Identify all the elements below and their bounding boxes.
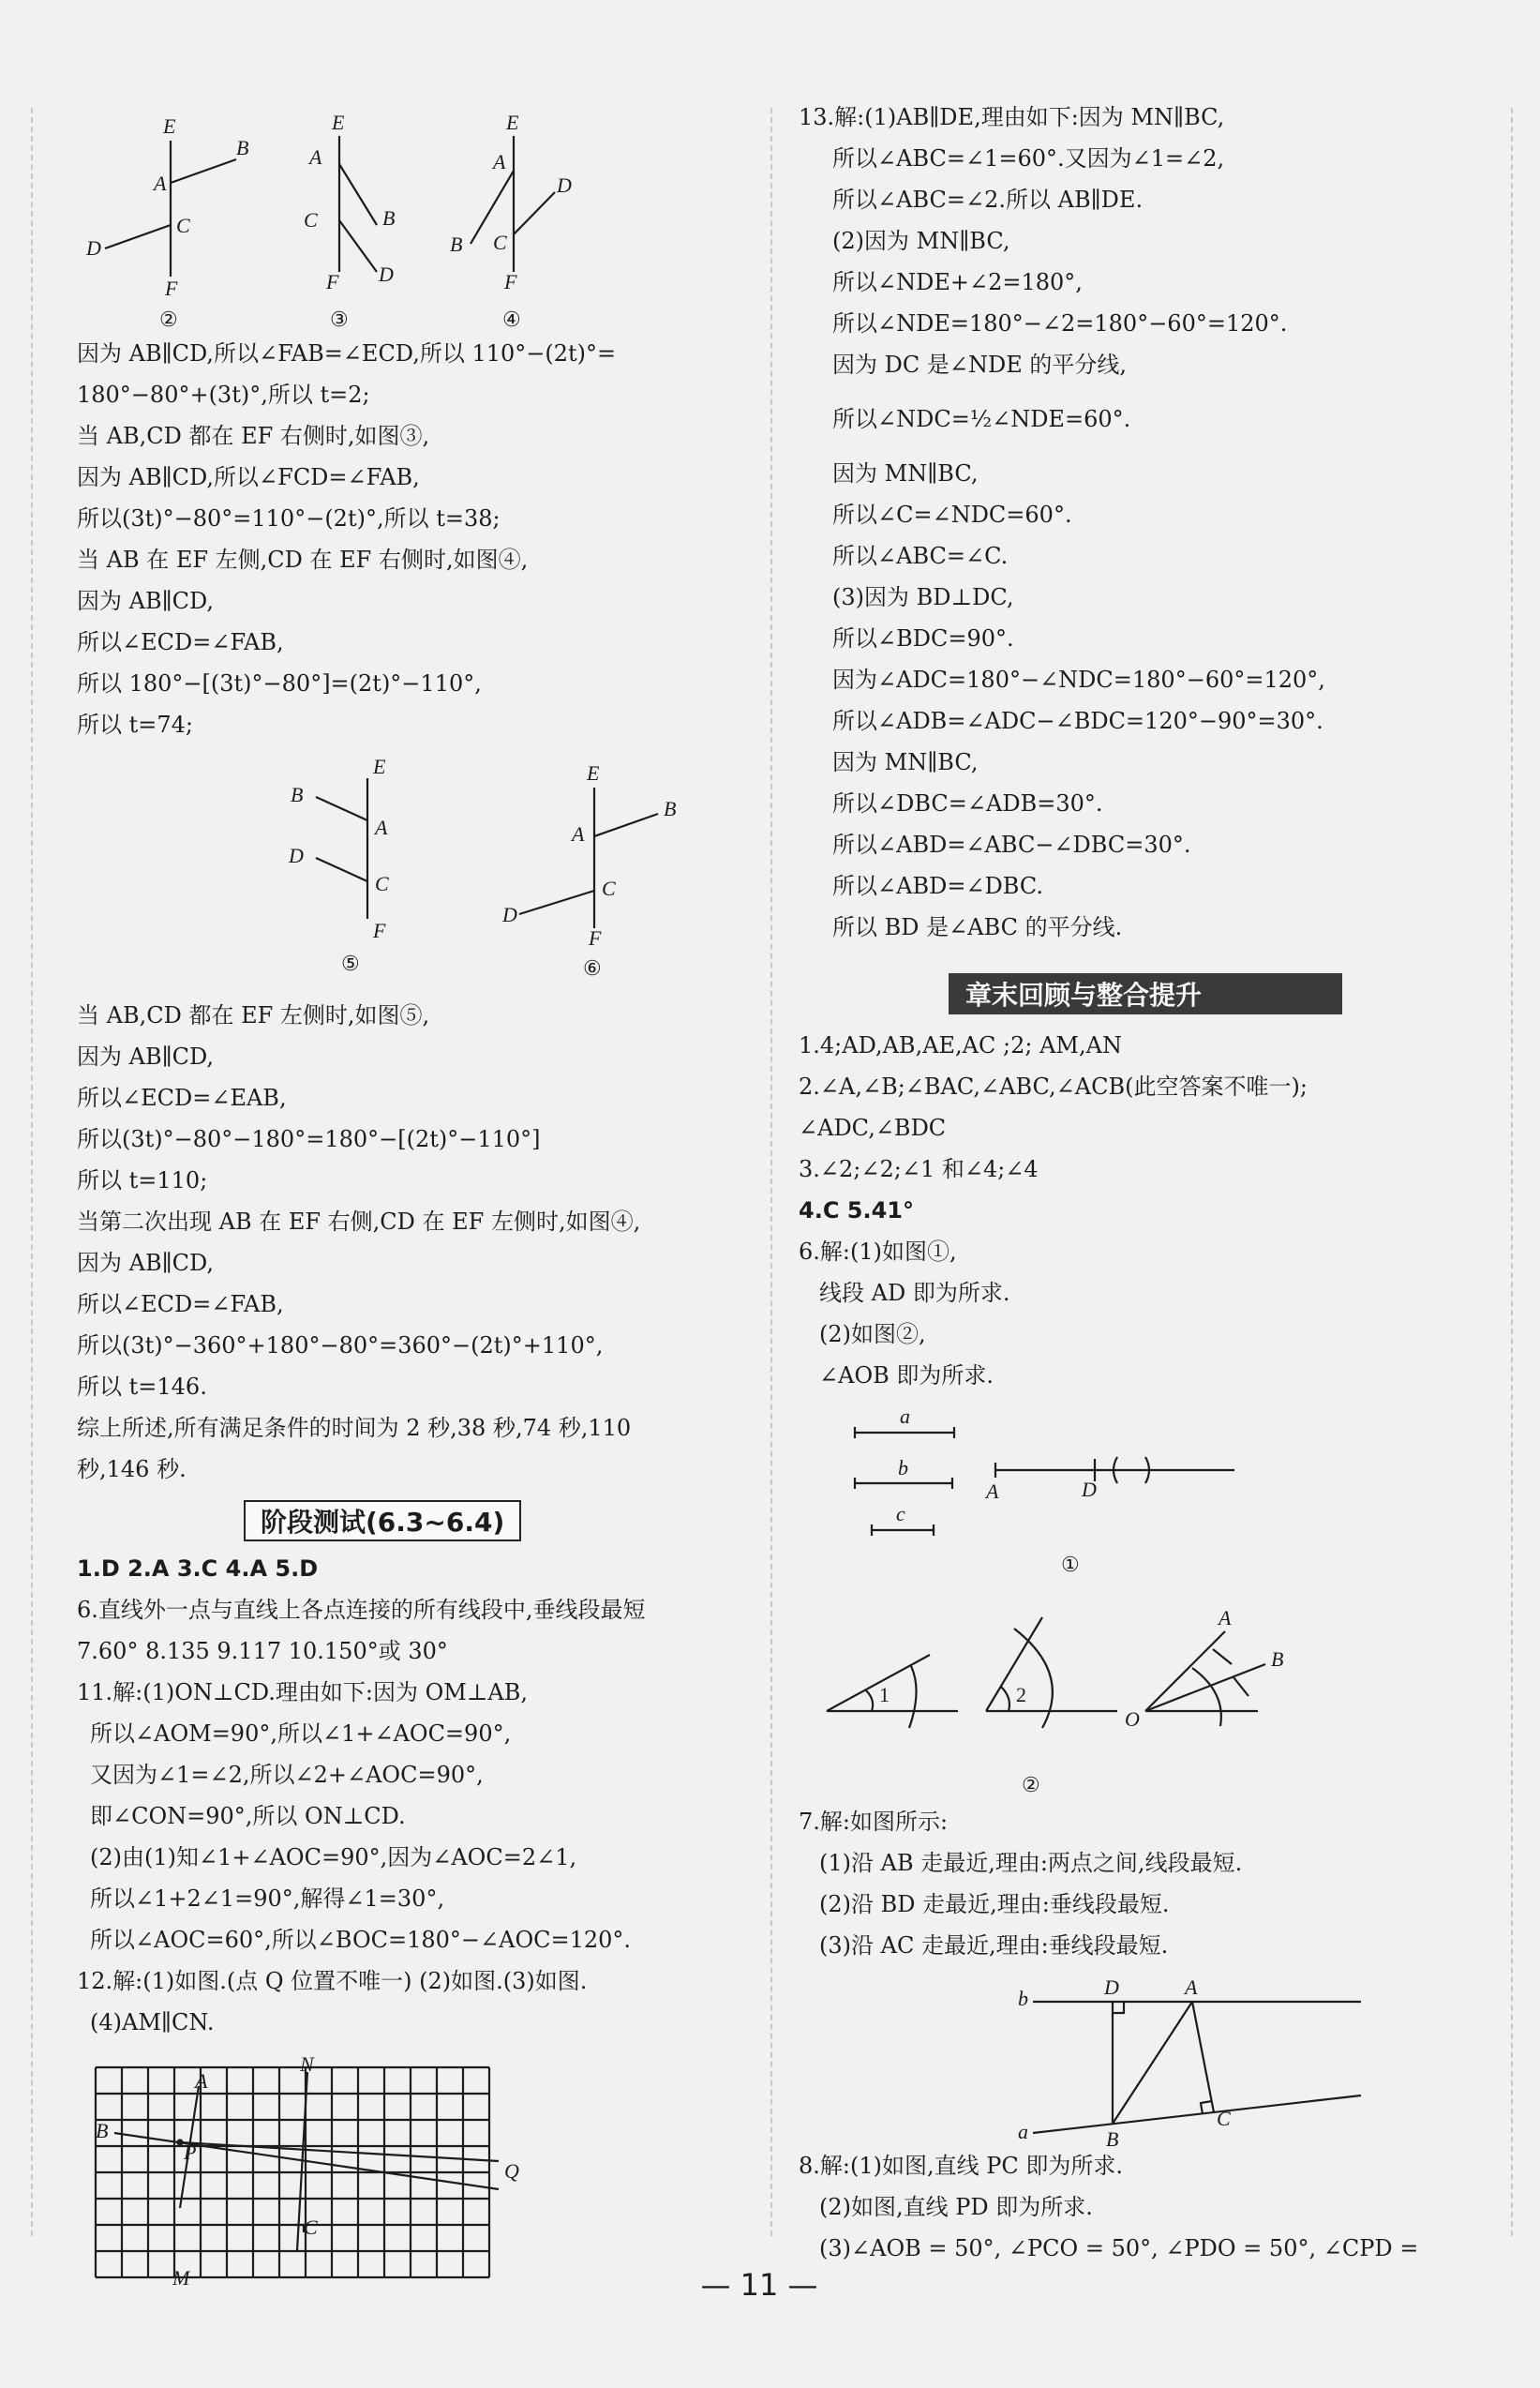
- svg-text:E: E: [506, 111, 519, 134]
- text-line: 180°−80°+(3t)°,所以 t=2;: [77, 382, 370, 408]
- column-divider: [770, 108, 774, 2236]
- svg-text:A: A: [1185, 1975, 1198, 1999]
- text-line: 8.解:(1)如图,直线 PC 即为所求.: [799, 2153, 1124, 2179]
- fig-label-5: ⑤: [341, 952, 360, 975]
- svg-text:B: B: [291, 783, 304, 806]
- answer-line: 11.解:(1)ON⊥CD.理由如下:因为 OM⊥AB,: [77, 1679, 529, 1705]
- svg-text:a: a: [900, 1404, 910, 1428]
- text-line: 所以∠NDC=½∠NDE=60°.: [832, 406, 1131, 432]
- figure-2-angles: [808, 1580, 1333, 1805]
- text-line: 所以 t=110;: [77, 1167, 208, 1194]
- text-line: (3)因为 BD⊥DC,: [832, 584, 1014, 610]
- section-title-stage-test: 阶段测试(6.3~6.4): [244, 1500, 521, 1541]
- text-line: 因为 AB∥CD,: [77, 1044, 215, 1070]
- text-line: 所以∠ABD=∠DBC.: [832, 873, 1043, 899]
- svg-text:C: C: [602, 877, 616, 900]
- text-line: ∠ADC,∠BDC: [799, 1115, 947, 1141]
- text-line: 所以∠ECD=∠FAB,: [77, 629, 284, 655]
- svg-text:E: E: [373, 755, 386, 778]
- answer-line: 7.60° 8.135 9.117 10.150°或 30°: [77, 1638, 448, 1664]
- text-line: 所以 BD 是∠ABC 的平分线.: [832, 914, 1123, 940]
- text-line: 7.解:如图所示:: [799, 1809, 949, 1835]
- svg-text:D: D: [86, 236, 101, 260]
- section-title-chapter-review: 章末回顾与整合提升: [949, 973, 1342, 1014]
- text-line: 所以∠C=∠NDC=60°.: [832, 502, 1072, 528]
- svg-text:F: F: [326, 270, 339, 293]
- text-line: 线段 AD 即为所求.: [819, 1280, 1010, 1306]
- text-line: 因为 MN∥BC,: [832, 749, 979, 775]
- text-line: 4.C 5.41°: [799, 1197, 914, 1224]
- text-line: 所以 180°−[(3t)°−80°]=(2t)°−110°,: [77, 670, 482, 697]
- svg-text:A: A: [1219, 1606, 1232, 1630]
- svg-text:F: F: [373, 919, 386, 942]
- text-line: 当 AB,CD 都在 EF 右侧时,如图③,: [77, 423, 430, 449]
- answer-line: (4)AM∥CN.: [90, 2009, 215, 2035]
- text-line: 秒,146 秒.: [77, 1456, 187, 1482]
- text-line: (3)沿 AC 走最近,理由:垂线段最短.: [819, 1932, 1169, 1959]
- text-line: 1.4;AD,AB,AE,AC ;2; AM,AN: [799, 1032, 1122, 1059]
- text-line: 所以∠DBC=∠ADB=30°.: [832, 790, 1103, 817]
- svg-text:E: E: [587, 761, 600, 785]
- svg-text:D: D: [1082, 1478, 1097, 1501]
- svg-text:B: B: [664, 797, 677, 820]
- text-line: 因为 DC 是∠NDE 的平分线,: [832, 352, 1127, 378]
- text-line: 所以∠ADB=∠ADC−∠BDC=120°−90°=30°.: [832, 708, 1323, 734]
- svg-text:E: E: [332, 111, 345, 134]
- figure-q7-roads: [1005, 1964, 1380, 2151]
- svg-text:B: B: [96, 2119, 109, 2142]
- svg-text:A: A: [572, 822, 585, 846]
- answer-line: 所以∠AOC=60°,所以∠BOC=180°−∠AOC=120°.: [90, 1927, 632, 1953]
- text-line: 因为 MN∥BC,: [832, 460, 979, 487]
- text-line: ∠AOB 即为所求.: [819, 1362, 994, 1389]
- text-line: 当 AB,CD 都在 EF 左侧时,如图⑤,: [77, 1002, 430, 1029]
- fig-label-4: ④: [502, 308, 521, 331]
- text-line: 所以 t=74;: [77, 712, 194, 738]
- svg-text:a: a: [1018, 2120, 1028, 2143]
- fig-label-3: ③: [330, 308, 349, 331]
- svg-text:D: D: [289, 844, 304, 867]
- svg-text:A: A: [986, 1479, 999, 1503]
- text-line: 所以∠ABC=∠1=60°.又因为∠1=∠2,: [832, 145, 1225, 172]
- text-line: 所以∠ABD=∠ABC−∠DBC=30°.: [832, 832, 1191, 858]
- svg-text:2: 2: [1016, 1683, 1026, 1706]
- text-line: 所以(3t)°−80°−180°=180°−[(2t)°−110°]: [77, 1126, 541, 1152]
- figure-1-segments: [836, 1404, 1305, 1592]
- answer-line: 12.解:(1)如图.(点 Q 位置不唯一) (2)如图.(3)如图.: [77, 1968, 588, 1994]
- answer-line: (2)由(1)知∠1+∠AOC=90°,因为∠AOC=2∠1,: [90, 1844, 577, 1870]
- svg-text:A: A: [375, 816, 388, 839]
- svg-text:B: B: [1271, 1647, 1284, 1671]
- svg-text:F: F: [165, 277, 178, 300]
- svg-text:D: D: [379, 263, 394, 286]
- text-line: 因为∠ADC=180°−∠NDC=180°−60°=120°,: [832, 667, 1325, 693]
- svg-text:C: C: [1217, 2107, 1231, 2130]
- svg-text:M: M: [172, 2266, 190, 2290]
- svg-text:B: B: [236, 136, 249, 159]
- svg-text:C: C: [304, 208, 318, 232]
- left-binding-margin: [31, 108, 35, 2236]
- svg-text:F: F: [589, 926, 602, 950]
- svg-text:D: D: [1104, 1975, 1119, 1999]
- svg-text:c: c: [896, 1502, 905, 1525]
- text-line: 2.∠A,∠B;∠BAC,∠ABC,∠ACB(此空答案不唯一);: [799, 1074, 1308, 1100]
- svg-text:P: P: [184, 2140, 197, 2164]
- text-line: 13.解:(1)AB∥DE,理由如下:因为 MN∥BC,: [799, 104, 1225, 130]
- answer-line: 所以∠AOM=90°,所以∠1+∠AOC=90°,: [90, 1720, 512, 1747]
- grid-figure-q12: [86, 2052, 536, 2292]
- svg-text:O: O: [1125, 1707, 1140, 1731]
- text-line: (2)因为 MN∥BC,: [832, 228, 1010, 254]
- text-line: 所以 t=146.: [77, 1374, 207, 1400]
- text-line: 所以∠ABC=∠2.所以 AB∥DE.: [832, 187, 1144, 213]
- text-line: 所以(3t)°−80°=110°−(2t)°,所以 t=38;: [77, 505, 501, 532]
- answer-line: 即∠CON=90°,所以 ON⊥CD.: [90, 1803, 406, 1829]
- text-line: 所以∠BDC=90°.: [832, 625, 1014, 652]
- answer-line: 所以∠1+2∠1=90°,解得∠1=30°,: [90, 1885, 445, 1912]
- answer-line: 6.直线外一点与直线上各点连接的所有线段中,垂线段最短: [77, 1597, 646, 1623]
- svg-text:D: D: [502, 903, 517, 926]
- svg-text:F: F: [504, 270, 517, 293]
- right-binding-margin: [1511, 108, 1515, 2236]
- fig-label-1: ①: [1061, 1553, 1080, 1576]
- text-line: 所以∠NDE+∠2=180°,: [832, 269, 1083, 295]
- figures-2-3-4: [77, 103, 602, 338]
- text-line: (2)如图②,: [819, 1321, 926, 1347]
- fig-label-2-right: ②: [1022, 1773, 1040, 1796]
- text-line: 所以∠ECD=∠EAB,: [77, 1085, 287, 1111]
- svg-text:A: A: [195, 2069, 208, 2093]
- text-line: 因为 AB∥CD,: [77, 588, 215, 614]
- svg-text:N: N: [300, 2052, 314, 2076]
- text-line: 因为 AB∥CD,所以∠FCD=∠FAB,: [77, 464, 420, 490]
- answer-line: 又因为∠1=∠2,所以∠2+∠AOC=90°,: [90, 1762, 484, 1788]
- svg-text:Q: Q: [504, 2159, 519, 2183]
- text-line: (1)沿 AB 走最近,理由:两点之间,线段最短.: [819, 1850, 1243, 1876]
- svg-text:C: C: [493, 231, 507, 254]
- text-line: 所以(3t)°−360°+180°−80°=360°−(2t)°+110°,: [77, 1332, 604, 1359]
- svg-text:A: A: [154, 172, 167, 195]
- text-line: (3)∠AOB = 50°, ∠PCO = 50°, ∠PDO = 50°, ∠CPD =: [819, 2235, 1419, 2261]
- svg-text:b: b: [1018, 1987, 1028, 2010]
- text-line: 所以∠ECD=∠FAB,: [77, 1291, 284, 1317]
- page-number-value: 11: [740, 2267, 779, 2303]
- svg-text:B: B: [450, 233, 463, 256]
- svg-text:C: C: [375, 872, 389, 895]
- text-line: 6.解:(1)如图①,: [799, 1239, 957, 1265]
- svg-text:B: B: [1106, 2127, 1119, 2151]
- fig-label-2: ②: [159, 308, 178, 331]
- svg-text:A: A: [309, 145, 322, 169]
- svg-text:B: B: [382, 206, 396, 230]
- figures-5-6: [189, 750, 677, 980]
- page-number: — 11 —: [700, 2267, 818, 2303]
- svg-text:1: 1: [879, 1683, 890, 1706]
- svg-text:C: C: [304, 2215, 318, 2239]
- svg-text:E: E: [163, 114, 176, 138]
- text-line: 综上所述,所有满足条件的时间为 2 秒,38 秒,74 秒,110: [77, 1415, 632, 1441]
- svg-text:b: b: [898, 1456, 908, 1479]
- text-line: 3.∠2;∠2;∠1 和∠4;∠4: [799, 1156, 1039, 1182]
- text-line: 所以∠ABC=∠C.: [832, 543, 1009, 569]
- text-line: (2)沿 BD 走最近,理由:垂线段最短.: [819, 1891, 1170, 1917]
- svg-text:D: D: [557, 173, 572, 197]
- text-line: 当 AB 在 EF 左侧,CD 在 EF 右侧时,如图④,: [77, 547, 529, 573]
- fig-label-6: ⑥: [583, 956, 602, 980]
- text-line: 所以∠NDE=180°−∠2=180°−60°=120°.: [832, 310, 1288, 337]
- text-line: 因为 AB∥CD,所以∠FAB=∠ECD,所以 110°−(2t)°=: [77, 340, 617, 367]
- text-line: 当第二次出现 AB 在 EF 右侧,CD 在 EF 左侧时,如图④,: [77, 1209, 641, 1235]
- text-line: (2)如图,直线 PD 即为所求.: [819, 2194, 1093, 2220]
- answer-line: 1.D 2.A 3.C 4.A 5.D: [77, 1555, 319, 1582]
- svg-text:A: A: [493, 150, 506, 173]
- text-line: 因为 AB∥CD,: [77, 1250, 215, 1276]
- svg-text:C: C: [176, 214, 190, 237]
